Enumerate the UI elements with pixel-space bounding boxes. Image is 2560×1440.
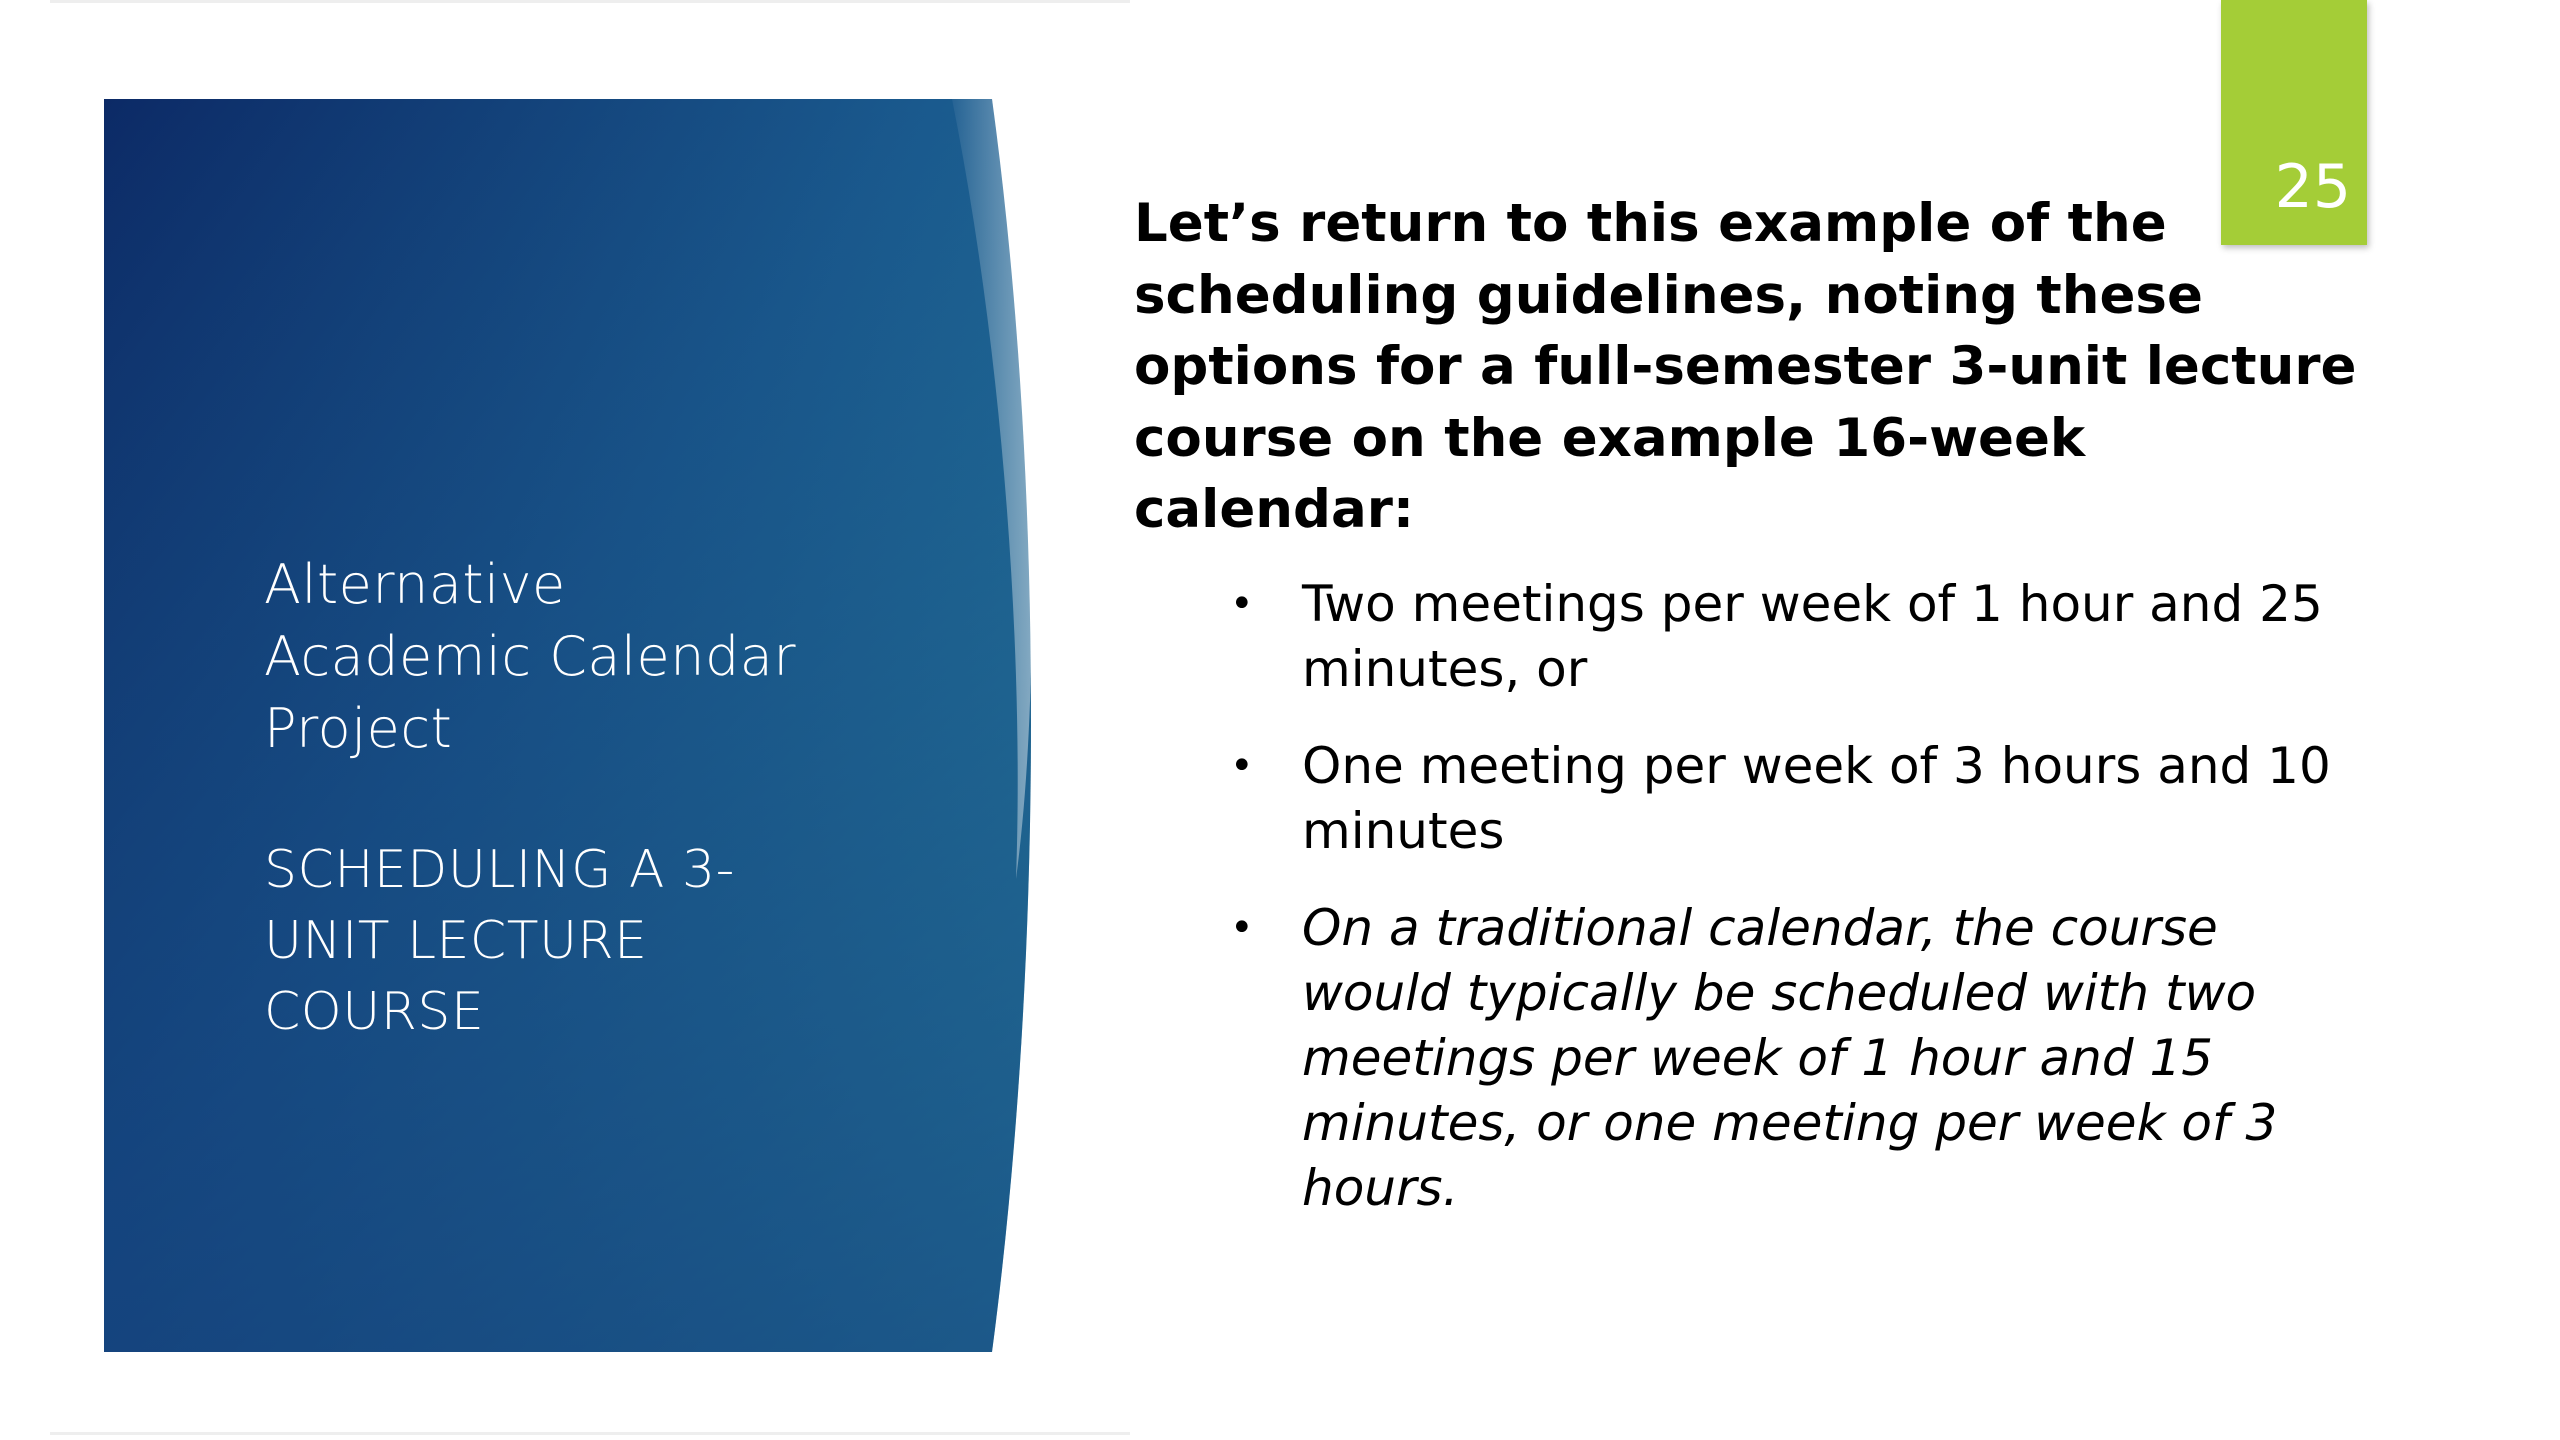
title-panel <box>104 99 1036 1352</box>
top-edge-line <box>50 0 1130 3</box>
slide-content <box>1134 188 2364 1253</box>
slide-number: 25 <box>2274 152 2351 222</box>
presentation-title: Alternative Academic Calendar Project <box>264 553 797 760</box>
bullet-text: Two meetings per week of 1 hour and 25 minutes, or <box>1302 574 2323 698</box>
bullet-marker: • <box>1230 580 1254 627</box>
bullet-marker: • <box>1230 742 1254 789</box>
bullet-text: One meeting per week of 3 hours and 10 minutes <box>1302 736 2331 860</box>
panel-text <box>264 549 824 1048</box>
bullet-list <box>1134 572 2364 1221</box>
bottom-edge-line <box>50 1432 1130 1435</box>
lead-paragraph: Let’s return to this example of the scheduling guidelines, noting these options for a full-semester 3-unit lecture course on the example 16-week calendar: <box>1134 193 2357 540</box>
bullet-marker: • <box>1230 904 1254 951</box>
bullet-item <box>1134 734 2364 864</box>
bullet-text: On a traditional calendar, the course would typically be scheduled with two meetings per week of 1 hour and 15 minutes, or one meeting per week of 3 hours. <box>1302 898 2278 1217</box>
slide-subtitle: SCHEDULING A 3-UNIT LECTURE COURSE <box>264 840 735 1042</box>
bullet-item <box>1134 572 2364 702</box>
bullet-item <box>1134 896 2364 1221</box>
